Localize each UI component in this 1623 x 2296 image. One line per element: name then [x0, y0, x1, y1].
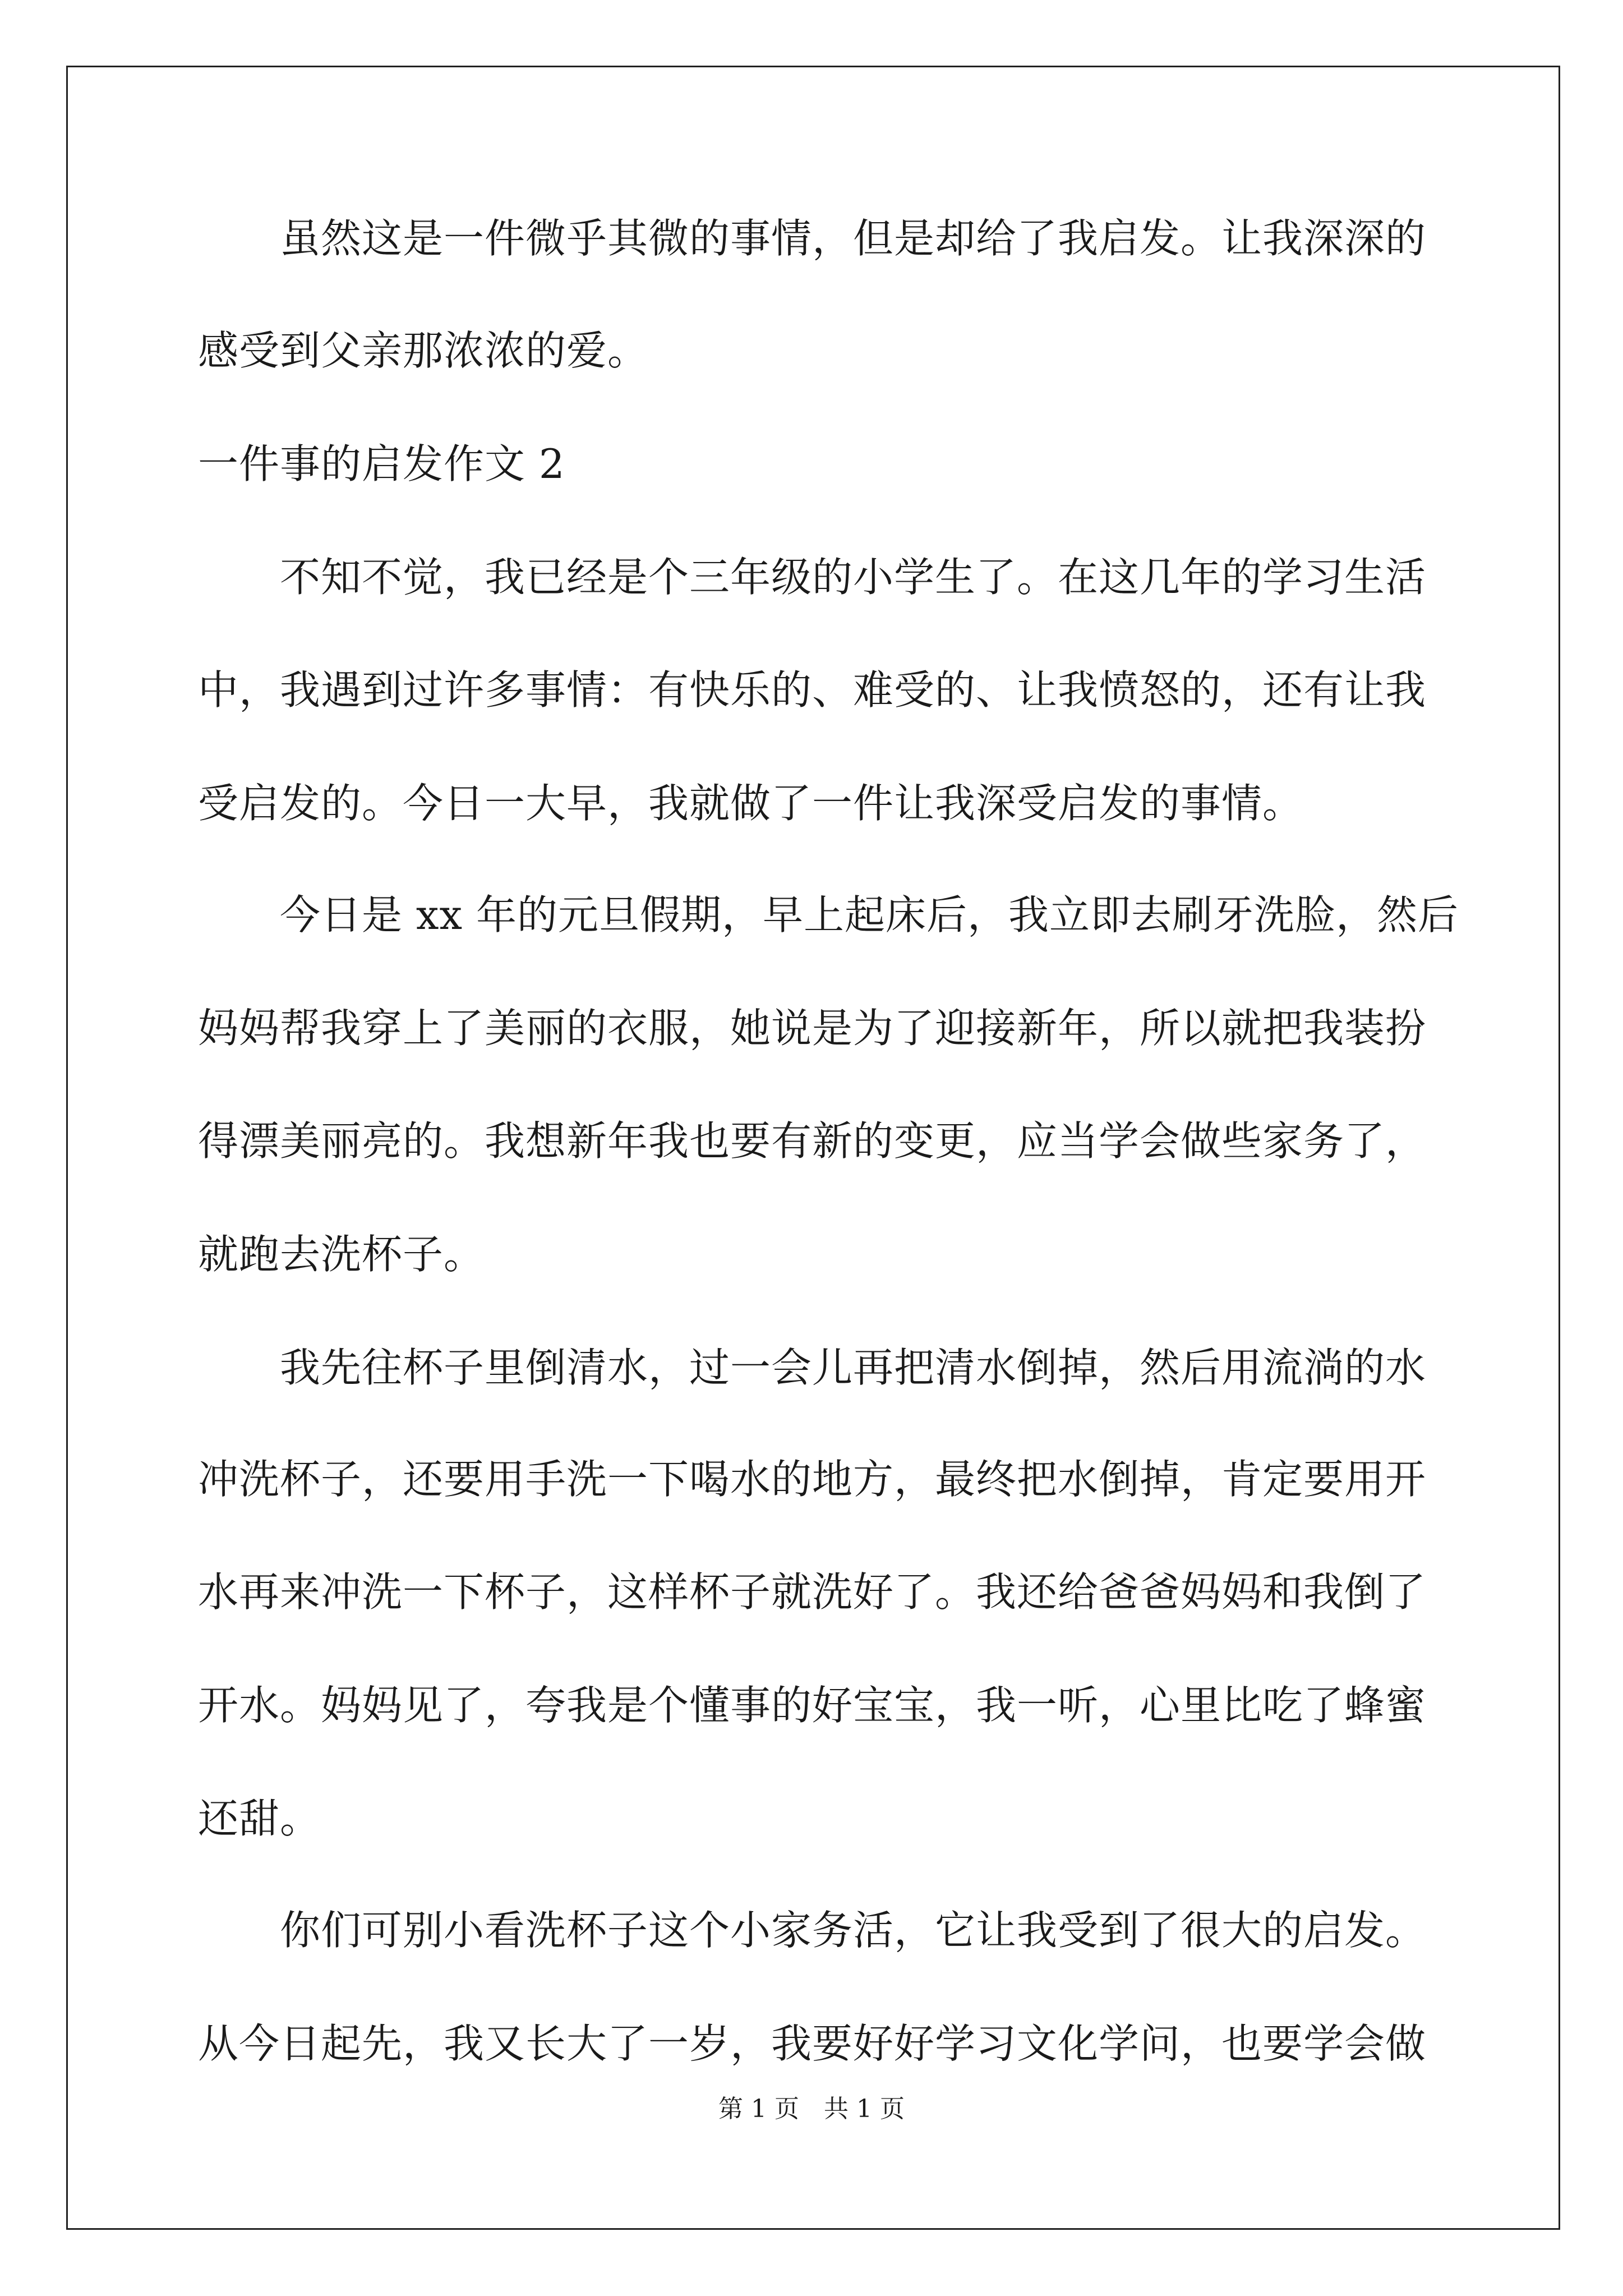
text-line: 妈妈帮我穿上了美丽的衣服，她说是为了迎接新年，所以就把我装扮: [198, 1005, 1427, 1052]
text-line: 就跑去洗杯子。: [198, 1231, 485, 1278]
text-line: 今日是 xx 年的元旦假期，早上起床后，我立即去刷牙洗脸，然后: [198, 891, 1459, 938]
text-line: 受启发的。今日一大早，我就做了一件让我深受启发的事情。: [198, 780, 1304, 827]
text-line: 水再来冲洗一下杯子，这样杯子就洗好了。我还给爸爸妈妈和我倒了: [198, 1568, 1427, 1616]
text-line: 冲洗杯子，还要用手洗一下喝水的地方，最终把水倒掉，肯定要用开: [198, 1456, 1427, 1503]
text-line: 我先往杯子里倒清水，过一会儿再把清水倒掉，然后用流淌的水: [198, 1344, 1427, 1391]
text-line: 中，我遇到过许多事情：有快乐的、难受的、让我愤怒的，还有让我: [198, 666, 1427, 714]
text-line: 虽然这是一件微乎其微的事情，但是却给了我启发。让我深深的: [198, 215, 1427, 262]
text-line: 感受到父亲那浓浓的爱。: [198, 327, 649, 374]
text-line: 还甜。: [198, 1795, 321, 1842]
text-line: 你们可别小看洗杯子这个小家务活，它让我受到了很大的启发。: [198, 1907, 1427, 1954]
text-line: 得漂美丽亮的。我想新年我也要有新的变更，应当学会做些家务了，: [198, 1117, 1427, 1165]
section-heading: 一件事的启发作文 2: [198, 440, 565, 487]
text-line: 开水。妈妈见了，夸我是个懂事的好宝宝，我一听，心里比吃了蜂蜜: [198, 1682, 1427, 1729]
text-line: 从今日起先，我又长大了一岁，我要好好学习文化学问，也要学会做: [198, 2020, 1427, 2067]
page-footer: 第 1 页 共 1 页: [718, 2095, 905, 2123]
text-line: 不知不觉，我已经是个三年级的小学生了。在这几年的学习生活: [198, 554, 1427, 601]
